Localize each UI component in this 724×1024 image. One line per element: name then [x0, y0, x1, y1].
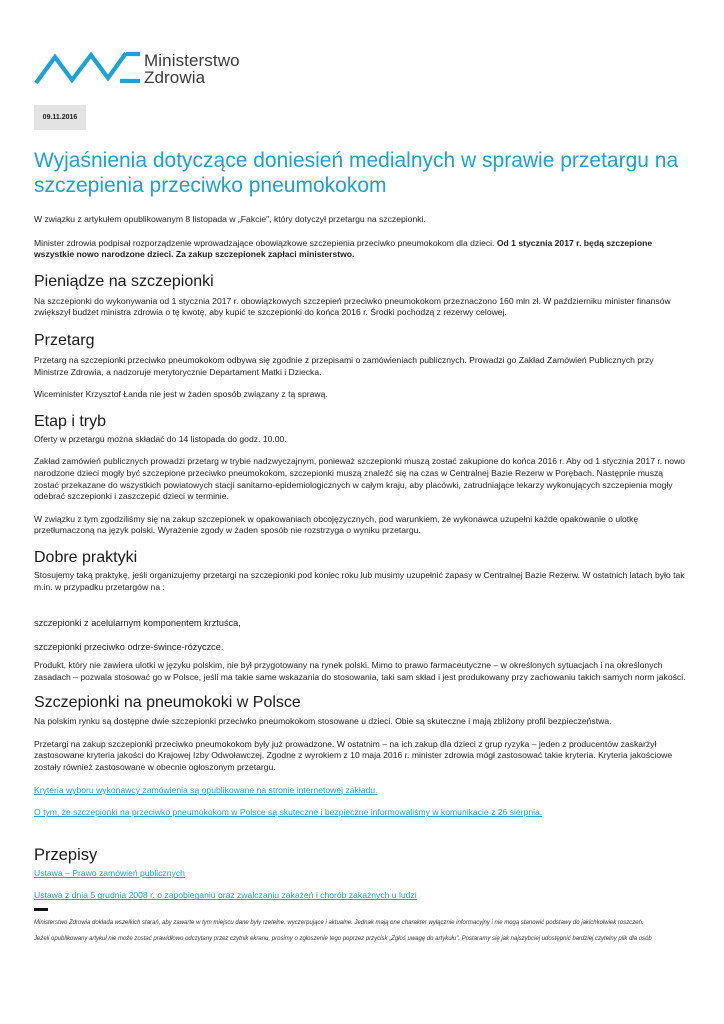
vaccines-link-paragraph-1	[34, 785, 690, 797]
practice-paragraph-2: Produkt, który nie zawiera ulotki w języku polskim, nie był przygotowany na rynek polski. Mimo to prawo farmaceutyczne – w określonych sytuacjach i na określonych zasadach – pozwala stosować go w Polsce, jeśli ma takie same wskazania do stosowania, taki sam skład i jest produkowany przy zachowaniu takich samych norm jakości.	[34, 660, 686, 682]
heading-money: Pieniądze na szczepionki	[34, 272, 214, 290]
ministry-logo[interactable]	[34, 48, 264, 88]
heading-vaccines: Szczepionki na pneumokoki w Polsce	[34, 694, 301, 712]
logo-mark-icon	[34, 48, 142, 88]
heading-stage: Etap i tryb	[34, 412, 107, 430]
vaccines-paragraph-1: Na polskim rynku są dostępne dwie szczepionki przeciwko pneumokokom stosowane u dzieci. Obie są skuteczne i mają zbliżony profil bezpieczeństwa.	[34, 716, 612, 727]
vaccines-paragraph-2: Przetargi na zakup szczepionki przeciwko pneumokokom były już prowadzone. W ostatnim – na ich zakup dla dzieci z grup ryzyka – jeden z producentów zaskarżył zastosowane kryteria jakości do Krajowej Izby Odwoławczej. Zgodne z wyrokiem z 10 maja 2016 r. minister zdrowia mógł zastosować takie kryteria. Kryteria jakościowe zostały również zastosowane w obecnie ogłoszonym przetargu.	[34, 738, 673, 773]
footer-divider	[34, 908, 48, 911]
rules-link-paragraph-2	[34, 890, 690, 902]
rules-link-paragraph-1	[34, 868, 690, 880]
stage-paragraph-2: Zakład zamówień publicznych prowadzi przetarg w trybie nadzwyczajnym, ponieważ szczepionki muszą zostać zakupione do końca 2016 r. Aby od 1 stycznia 2017 r. nowo narodzone dzieci mogły być szczepione przeciwko pneumokokom, szczepionki muszą znaleźć się na czas w Centralnej Bazie Rezerw w Porębach. Następnie muszą zostać przekazane do wszystkich powiatowych stacji sanitarno-epidemiologicznych w całym kraju, aby placówki, zatrudniające lekarzy wykonujących szczepienia mogły odebrać szczepionki i zaszczepić dzieci w terminie.	[34, 456, 686, 502]
article-body	[34, 214, 690, 943]
disclaimer-paragraph-2: Jeżeli opublikowany artykuł nie może zostać prawidłowo odczytany przez czytnik ekranu, prosimy o zgłoszenie tego poprzez przycisk „Zgłoś uwagę do artykułu". Postaramy się jak najszybciej udostępnić bardziej czytelny plik dla osób	[34, 936, 652, 943]
stage-paragraph-1: Oferty w przetargu można składać do 14 listopada do godz. 10.00.	[34, 433, 287, 444]
infections-law-link[interactable]: Ustawa z dnia 5 grudnia 2008 r. o zapobieganiu oraz zwalczaniu zakażeń i chorób zakaźnych u ludzi	[34, 890, 417, 901]
list-item: szczepionki przeciwko odrze-śwince-różyczce.	[34, 642, 224, 653]
logo-line-2: Zdrowia	[144, 68, 206, 87]
heading-rules: Przepisy	[34, 845, 98, 864]
criteria-link[interactable]: Kryteria wyboru wykonawcy zamówienia są opublikowane na stronie internetowej zakładu.	[34, 784, 378, 795]
money-paragraph-1: Na szczepionki do wykonywania od 1 stycznia 2017 r. obowiązkowych szczepień przeciwko pneumokokom przeznaczono 160 mln zł. W październiku minister finansów zwiększył budżet ministra zdrowia o tę kwotę, aby kupić te szczepionki do końca 2016 r. Środki pochodzą z rezerwy celowej.	[34, 295, 671, 318]
tender-paragraph-2: Wiceminister Krzysztof Łanda nie jest w żaden sposób związany z tą sprawą.	[34, 389, 328, 400]
heading-practice: Dobre praktyki	[34, 548, 138, 566]
intro-paragraph-1: W związku z artykułem opublikowanym 8 listopada w „Fakcie", który dotyczył przetargu na szczepionki.	[34, 214, 426, 224]
footer-disclaimer	[34, 919, 690, 943]
publication-date: 09.11.2016	[34, 105, 86, 130]
tender-paragraph-1: Przetarg na szczepionki przeciwko pneumokokom odbywa się zgodnie z przepisami o zamówieniach publicznych. Prowadzi go Zakład Zamówień Publicznych przy Ministrze Zdrowia, a nadzoruje merytorycznie Departament Matki i Dziecka.	[34, 354, 654, 377]
vaccines-link-paragraph-2	[34, 807, 690, 819]
intro-bold-text: Od 1 stycznia 2017 r. będą szczepione wszystkie nowo narodzone dzieci. Za zakup szczepionek zapłaci ministerstwo.	[34, 237, 653, 260]
disclaimer-paragraph-1: Ministerstwo Zdrowia dokłada wszelkich starań, aby zawarte w tym miejscu dane były rzetelne, wyczerpujące i aktualne. Jednak mają one charakter wyłącznie informacyjny i nie mogą stanowić podstawy do jakichkolwiek roszczeń.	[34, 920, 644, 927]
communique-link[interactable]: O tym, że szczepionki na przeciwko pneumokokom w Polsce są skuteczne i bezpieczne informowaliśmy w komunikacie z 26 sierpnia.	[34, 807, 543, 818]
list-item: szczepionki z acelularnym komponentem krztuśca,	[34, 618, 241, 629]
intro-text: Minister zdrowia podpisał rozporządzenie wprowadzające obowiązkowe szczepienia przeciwko pneumokokom dla dzieci.	[34, 237, 497, 248]
stage-paragraph-3: W związku z tym zgodziliśmy się na zakup szczepionek w opakowaniach obcojęzycznych, pod warunkiem, że wykonawca uzupełni każde opakowanie o ulotkę przetłumaczoną na język polski. Wyrażenie zgody w żaden sposób nie rozstrzyga o wyniku przetargu.	[34, 513, 639, 536]
procurement-law-link[interactable]: Ustawa – Prawo zamówień publicznych	[34, 867, 185, 878]
logo-text	[144, 52, 240, 86]
page-title: Wyjaśnienia dotyczące doniesień medialnych w sprawie przetargu na szczepienia przeciwko pneumokokom	[34, 149, 679, 197]
intro-paragraph-2	[34, 238, 690, 261]
heading-tender: Przetarg	[34, 331, 95, 349]
logo-line-1: Ministerstwo	[144, 51, 240, 70]
practice-paragraph-1: Stosujemy taką praktykę, jeśli organizujemy przetargi na szczepionki pod koniec roku lub musimy uzupełnić zapasy w Centralnej Bazie Rezerw. W ostatnich latach było tak m.in. w przypadku przetargów na :	[34, 569, 685, 592]
